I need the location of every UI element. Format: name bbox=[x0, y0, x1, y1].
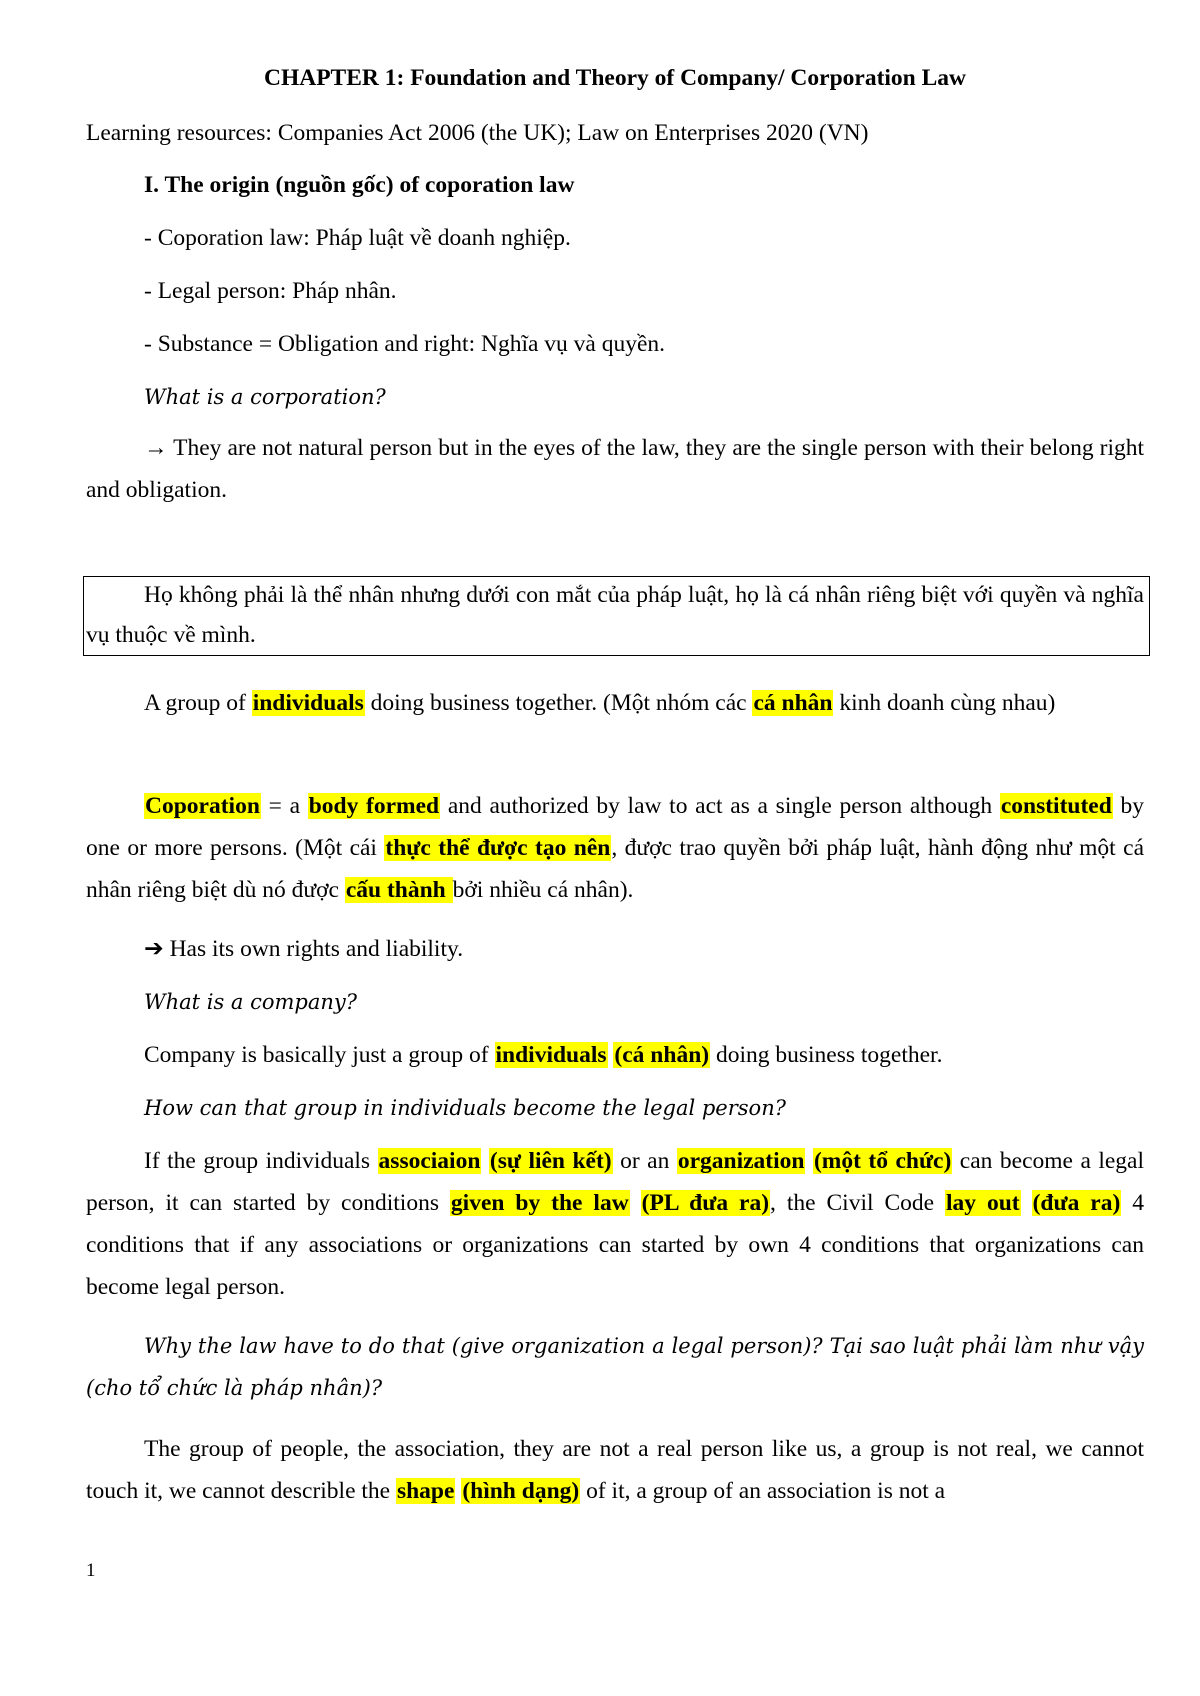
rights-and-liability: ➔ Has its own rights and liability. bbox=[144, 936, 464, 962]
definition-legal-person: - Legal person: Pháp nhân. bbox=[144, 278, 397, 304]
highlight-individuals-2: individuals bbox=[495, 1042, 607, 1068]
question-what-is-corporation: What is a corporation? bbox=[144, 385, 386, 409]
chapter-title: CHAPTER 1: Foundation and Theory of Company/ Corporation Law bbox=[263, 65, 967, 91]
highlight-body-formed: body formed bbox=[308, 793, 440, 819]
highlight-dua-ra: (đưa ra) bbox=[1032, 1190, 1121, 1216]
definition-substance: - Substance = Obligation and right: Nghĩa vụ và quyền. bbox=[144, 331, 666, 357]
highlight-su-lien-ket: (sự liên kết) bbox=[489, 1148, 612, 1174]
highlight-shape: shape bbox=[396, 1478, 455, 1504]
answer-corporation: → They are not natural person but in the eyes of the law, they are the single person with their belong right and obligation. bbox=[86, 435, 1144, 503]
highlight-organization: organization bbox=[677, 1148, 805, 1174]
highlight-associaion: associaion bbox=[378, 1148, 481, 1174]
learning-resources: Learning resources: Companies Act 2006 (the UK); Law on Enterprises 2020 (VN) bbox=[86, 120, 869, 146]
highlight-ca-nhan-2: (cá nhân) bbox=[614, 1042, 710, 1068]
paragraph-group-of-individuals: A group of individuals doing business together. (Một nhóm các cá nhân kinh doanh cùng nhau) bbox=[144, 690, 1056, 716]
highlight-hinh-dang: (hình dạng) bbox=[462, 1478, 580, 1504]
question-why-law: Why the law have to do that (give organization a legal person)? Tại sao luật phải làm như vậy (cho tổ chức là pháp nhân)? bbox=[86, 1334, 1144, 1400]
paragraph-coporation-definition: Coporation = a body formed and authorized by law to act as a single person although constituted by one or more persons. (Một cái thực thể được tạo nên, được trao quyền bởi pháp luật, hành động như một cá nhân riêng biệt dù nó được cấu thành bởi nhiều cá nhân). bbox=[86, 793, 1144, 903]
highlight-given-by-law: given by the law bbox=[450, 1190, 629, 1216]
section-heading: I. The origin (nguồn gốc) of coporation law bbox=[144, 172, 575, 198]
highlight-cau-thanh: cấu thành bbox=[345, 877, 452, 903]
page-number: 1 bbox=[86, 1560, 96, 1581]
paragraph-conditions: If the group individuals associaion (sự liên kết) or an organization (một tổ chức) can become a legal person, it can started by conditions given by the law (PL đưa ra), the Civil Code lay out (đưa ra) 4 conditions that if any associations or organizations can started by own 4 conditions that organizations can become legal person. bbox=[86, 1148, 1145, 1300]
highlight-constituted: constituted bbox=[1000, 793, 1112, 819]
question-legal-person: How can that group in individuals become the legal person? bbox=[144, 1096, 786, 1120]
arrow-right-icon: ➔ bbox=[144, 936, 164, 962]
paragraph-group-of-people: The group of people, the association, they are not a real person like us, a group is not real, we cannot touch it, we cannot describle the shape (hình dạng) of it, a group of an association is not a bbox=[86, 1436, 1144, 1504]
definition-coporation-law: - Coporation law: Pháp luật về doanh nghiệp. bbox=[144, 225, 571, 251]
highlight-coporation: Coporation bbox=[145, 793, 260, 819]
translation-box-text: Họ không phải là thể nhân nhưng dưới con mắt của pháp luật, họ là cá nhân riêng biệt với quyền và nghĩa vụ thuộc về mình. bbox=[86, 582, 1144, 648]
highlight-individuals: individuals bbox=[252, 690, 364, 716]
highlight-ca-nhan: cá nhân bbox=[753, 690, 833, 716]
highlight-pl-dua-ra: (PL đưa ra) bbox=[641, 1190, 770, 1216]
highlight-mot-to-chuc: (một tổ chức) bbox=[813, 1148, 952, 1174]
question-what-is-company: What is a company? bbox=[144, 990, 358, 1014]
highlight-lay-out: lay out bbox=[946, 1190, 1020, 1216]
paragraph-company: Company is basically just a group of individuals (cá nhân) doing business together. bbox=[144, 1042, 943, 1068]
highlight-thuc-the: thực thể được tạo nên bbox=[385, 835, 611, 861]
